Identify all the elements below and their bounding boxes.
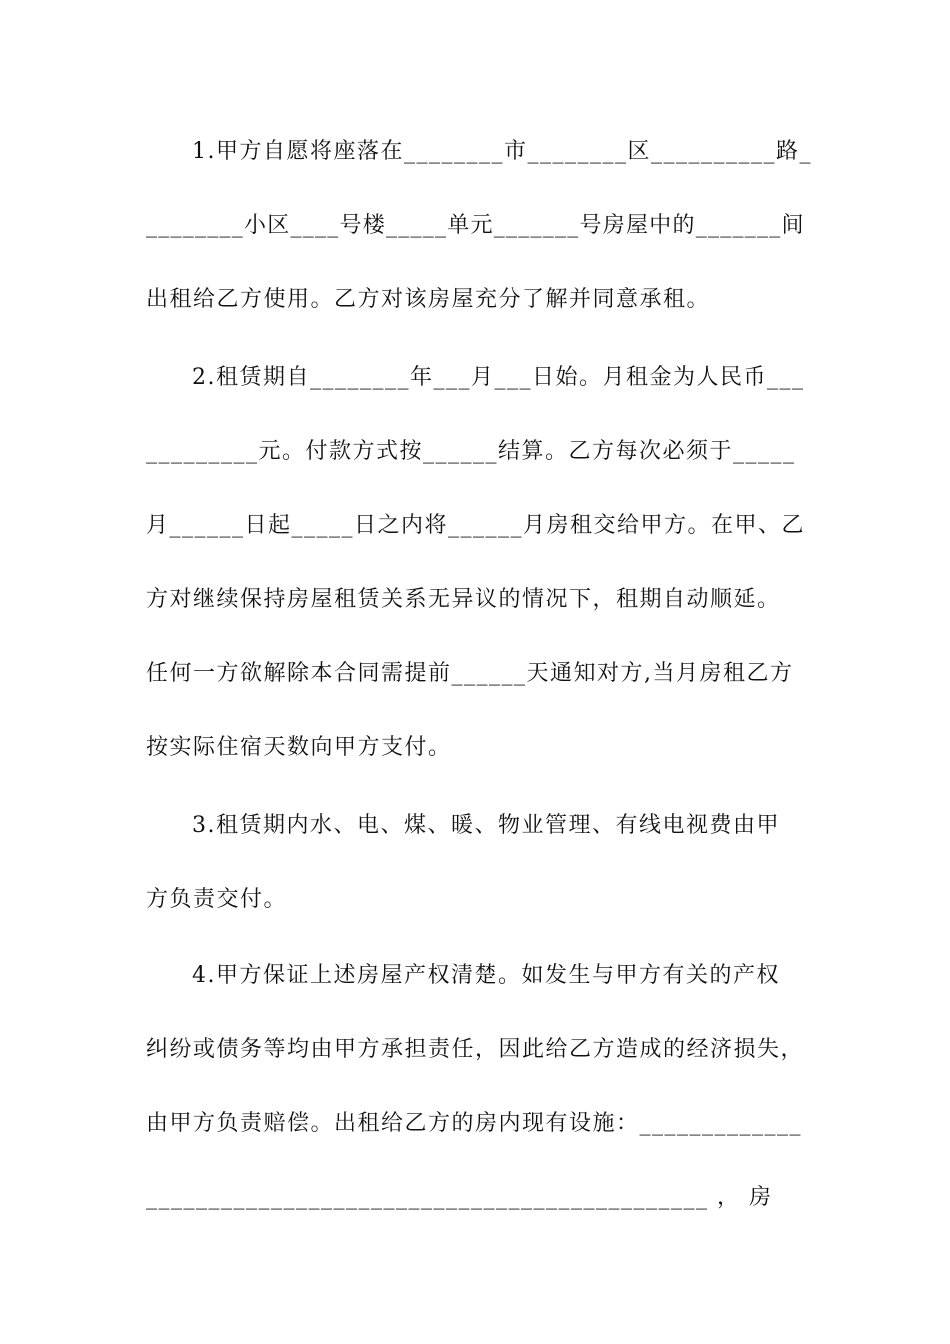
clause-2-line-4: 方对继续保持房屋租赁关系无异议的情况下，租期自动顺延。	[146, 587, 781, 612]
clause-2-line-2: _________元。付款方式按______结算。乙方每次必须于_____	[146, 439, 796, 464]
clause-1-line-3: 出租给乙方使用。乙方对该房屋充分了解并同意承租。	[146, 287, 711, 312]
clause-2-line-6: 按实际住宿天数向甲方支付。	[146, 735, 452, 760]
clause-1-line-1: 1.甲方自愿将座落在________市________区__________路_	[192, 139, 812, 164]
clause-4-line-2: 纠纷或债务等均由甲方承担责任，因此给乙方造成的经济损失，	[146, 1037, 805, 1062]
clause-4-line-1: 4.甲方保证上述房屋产权清楚。如发生与甲方有关的产权	[192, 963, 780, 988]
clause-2-line-5: 任何一方欲解除本合同需提前______天通知对方,当月房租乙方	[146, 661, 794, 686]
clause-1-line-2: ________小区____号楼_____单元_______号房屋中的_______间	[146, 213, 805, 238]
clause-4-line-4: _____________________________________________ ， 房	[146, 1185, 773, 1210]
clause-2-line-1: 2.租赁期自________年___月___日始。月租金为人民币___	[192, 365, 805, 390]
clause-3-line-1: 3.租赁期内水、电、煤、暖、物业管理、有线电视费由甲	[192, 813, 780, 838]
clause-2-line-3: 月______日起_____日之内将______月房租交给甲方。在甲、乙	[146, 513, 806, 538]
clause-4-line-3: 由甲方负责赔偿。出租给乙方的房内现有设施：_____________	[146, 1111, 803, 1136]
clause-3-line-2: 方负责交付。	[146, 887, 288, 912]
